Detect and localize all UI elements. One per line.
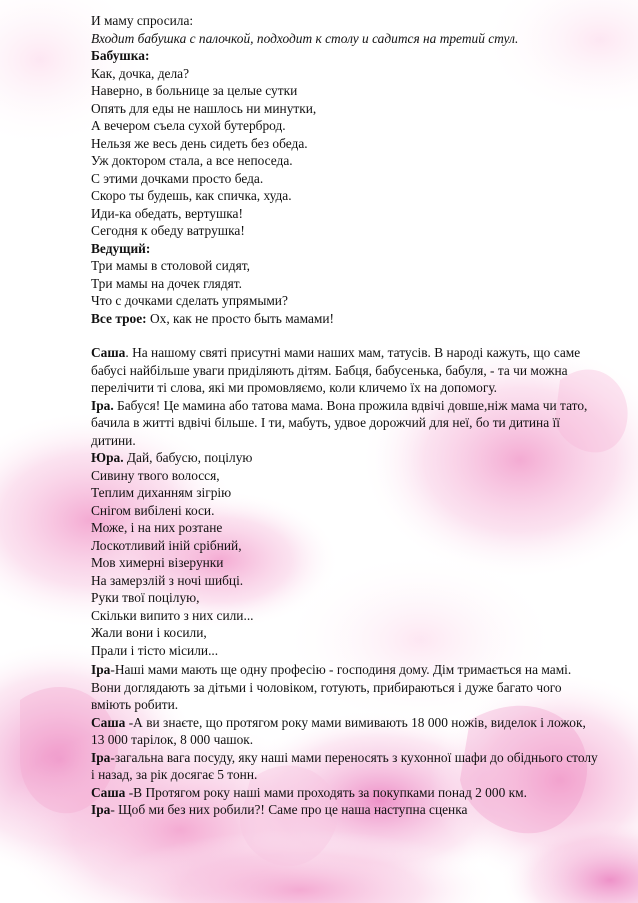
line-text: На замерзлій з ночі шибці. — [91, 572, 244, 588]
text-line — [91, 135, 601, 153]
text-line — [91, 607, 601, 625]
paragraph — [91, 397, 601, 450]
speaker-label: Іра — [91, 749, 111, 765]
line-text: Теплим диханням зігрію — [91, 485, 232, 500]
text-line — [91, 100, 601, 118]
line-text: Три мамы в столовой сидят, — [91, 258, 250, 273]
line-text: А вечером съела сухой бутерброд. — [91, 118, 286, 133]
line-text: Ох, как не просто быть мамами! — [146, 310, 335, 326]
speaker-label: Саша — [91, 714, 126, 730]
text-line — [91, 467, 601, 485]
text-line — [91, 624, 601, 642]
line-text: Три мамы на дочек глядят. — [91, 275, 242, 291]
text-line — [91, 222, 601, 240]
speaker-label: Бабушка: — [91, 48, 150, 63]
housework-dialogue-section — [91, 661, 601, 819]
speaker-label: Іра — [91, 662, 111, 677]
text-line — [91, 187, 601, 205]
line-text: Иди-ка обедать, вертушка! — [91, 205, 243, 221]
paragraph — [91, 714, 601, 749]
paragraph — [91, 344, 601, 397]
text-line — [91, 275, 601, 293]
line-text: - Щоб ми без них робили?! Саме про це наша наступна сценка — [110, 802, 468, 817]
line-text: . На нашому святі присутні мами наших мам, татусів. В народі кажуть, що саме бабусі найбільше уваги приділяють дітям. Бабця, бабусенька, бабуля, - та чи можна перелічити ті слова, які ми промовляємо, коли кличемо їх на допомогу. — [91, 345, 581, 395]
text-line — [91, 47, 601, 65]
speaker-label: Саша — [91, 345, 126, 360]
line-text: -загальна вага посуду, яку наші мами переносять з кухонної шафи до обіднього столу і назад, за рік досягає 5 тонн. — [91, 749, 598, 782]
line-text: Жали вони і косили, — [91, 625, 207, 640]
paragraph — [91, 801, 601, 819]
text-line — [91, 240, 601, 258]
line-text: Нельзя же весь день сидеть без обеда. — [91, 135, 308, 151]
line-text: Руки твої поцілую, — [91, 590, 200, 605]
text-line — [91, 519, 601, 537]
text-line — [91, 554, 601, 572]
speaker-label: Юра. — [91, 450, 124, 465]
line-text: Скоро ты будешь, как спичка, худа. — [91, 188, 292, 203]
text-line — [91, 537, 601, 555]
line-text: Уж доктором стала, а все непоседа. — [91, 153, 293, 168]
ukrainian-dialogue-section — [91, 344, 601, 449]
line-text: Дай, бабусю, поцілую — [123, 450, 253, 465]
line-text: Бабуся! Це мамина або татова мама. Вона прожила вдвічі довше,ніж мама чи тато, бачила в житті вдвічі більше. І ти, мабуть, удвое дорожчий для неї, бо ти дитина її дитини. — [91, 397, 588, 448]
speaker-label: Іра — [91, 802, 111, 817]
line-text: Скільки випито з них сили... — [91, 607, 254, 623]
text-line — [91, 170, 601, 188]
text-line — [91, 205, 601, 223]
line-text: Опять для еды не нашлось ни минутки, — [91, 100, 317, 116]
poem-section — [91, 449, 601, 659]
spacer — [91, 327, 601, 344]
speaker-label: Все трое: — [91, 310, 147, 326]
line-text: Сивину твого волосся, — [91, 467, 220, 483]
text-line — [91, 152, 601, 170]
paragraph — [91, 784, 601, 802]
line-text: Мов химерні візерунки — [91, 555, 224, 570]
speaker-label: Іра. — [91, 397, 114, 413]
speaker-label: Ведущий: — [91, 240, 151, 256]
text-line — [91, 12, 601, 30]
line-text: Наверно, в больнице за целые сутки — [91, 83, 298, 98]
line-text: Може, і на них розтане — [91, 520, 223, 535]
text-line — [91, 642, 601, 660]
document-page — [91, 12, 601, 819]
text-line — [91, 257, 601, 275]
line-text: Сегодня к обеду ватрушка! — [91, 223, 245, 238]
paragraph — [91, 661, 601, 714]
line-text: Снігом вибілені коси. — [91, 502, 215, 518]
text-line — [91, 589, 601, 607]
russian-scene-section — [91, 12, 601, 327]
line-text: С этими дочками просто беда. — [91, 170, 264, 186]
line-text: Входит бабушка с палочкой, подходит к столу и садится на третий стул. — [91, 30, 519, 46]
line-text: Прали і тісто місили... — [91, 642, 219, 658]
line-text: Что с дочками сделать упрямыми? — [91, 293, 288, 308]
line-text: Как, дочка, дела? — [91, 65, 190, 81]
speaker-label: Саша — [91, 784, 126, 800]
text-line — [91, 292, 601, 310]
line-text: Лоскотливий іній срібний, — [91, 537, 242, 553]
text-line — [91, 65, 601, 83]
text-line — [91, 30, 601, 48]
line-text: -Наші мами мають ще одну професію - господиня дому. Дім тримається на мамі. Вони доглядають за дітьми і чоловіком, готують, прибираються і дуже багато чого вміють робити. — [91, 662, 572, 712]
line-text: -А ви знаєте, що протягом року мами вимивають 18 000 ножів, виделок і ложок, 13 000 тарілок, 8 000 чашок. — [91, 714, 586, 747]
text-line — [91, 484, 601, 502]
text-line — [91, 572, 601, 590]
text-line — [91, 82, 601, 100]
paragraph — [91, 749, 601, 784]
line-text: -В Протягом року наші мами проходять за покупками понад 2 000 км. — [125, 784, 527, 800]
text-line — [91, 310, 601, 328]
text-line — [91, 449, 601, 467]
text-line — [91, 502, 601, 520]
line-text: И маму спросила: — [91, 13, 194, 28]
text-line — [91, 117, 601, 135]
